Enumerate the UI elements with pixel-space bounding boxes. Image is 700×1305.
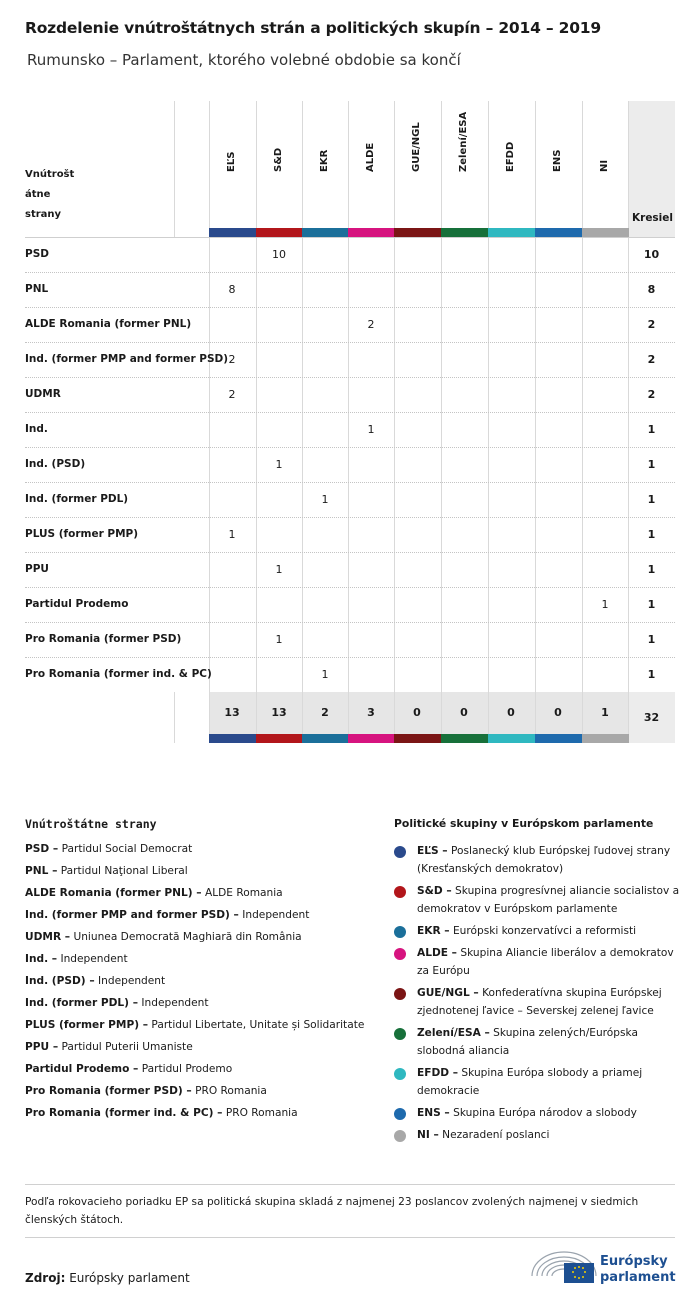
table-cell: 10 (272, 248, 286, 261)
party-legend-abbr: Ind. (former PMP and former PSD) – (25, 909, 239, 921)
table-row-label: Ind. (PSD) (25, 458, 86, 470)
divider (25, 1184, 675, 1185)
row-total-cell: 1 (647, 633, 656, 646)
group-color-bar-5 (441, 228, 488, 237)
table-row-label: Pro Romania (former ind. & PC) (25, 668, 212, 680)
column-divider (535, 101, 536, 743)
group-color-bar-bottom-3 (348, 734, 395, 743)
party-legend-name: ALDE Romania (204, 887, 283, 899)
row-total-cell: 1 (647, 458, 656, 471)
party-legend-item (25, 909, 309, 921)
group-total-cell: 0 (460, 706, 468, 719)
column-divider (582, 101, 583, 743)
column-divider (441, 101, 442, 743)
table-cell: 1 (321, 668, 329, 681)
party-header-line-3: strany (25, 209, 62, 220)
group-color-bar-7 (535, 228, 582, 237)
group-color-dot (394, 948, 406, 960)
party-legend-name: Independent (98, 975, 166, 987)
party-legend-name: Partidul Social Democrat (61, 843, 193, 855)
group-header-1: S&D (273, 147, 284, 172)
table-row-label: Ind. (former PDL) (25, 493, 129, 505)
row-total-cell: 2 (647, 388, 656, 401)
party-legend-abbr: Pro Romania (former PSD) – (25, 1085, 192, 1097)
column-divider (348, 101, 349, 743)
party-legend-name: Independent (242, 909, 310, 921)
group-header-3: ALDE (365, 142, 376, 172)
party-legend-item (25, 1041, 193, 1053)
row-separator (25, 552, 675, 553)
column-divider (256, 101, 257, 743)
row-total-cell: 2 (647, 353, 656, 366)
group-header-5: Zelení/ESA (458, 111, 469, 172)
group-legend-item (417, 1104, 682, 1122)
group-legend-item (417, 1024, 682, 1060)
group-legend-abbr: ALDE – (417, 947, 457, 959)
column-divider (302, 101, 303, 743)
row-total-cell: 1 (647, 563, 656, 576)
group-color-bar-bottom-7 (535, 734, 582, 743)
group-color-bar-bottom-8 (582, 734, 629, 743)
legend-groups-title: Politické skupiny v Európskom parlamente (394, 817, 654, 830)
column-divider (209, 101, 210, 743)
group-color-dot (394, 1130, 406, 1142)
group-color-dot (394, 1068, 406, 1080)
party-legend-abbr: PNL – (25, 865, 58, 877)
group-color-bar-bottom-2 (302, 734, 349, 743)
party-legend-name: Partidul Naţional Liberal (60, 865, 188, 877)
row-separator (25, 412, 675, 413)
party-legend-abbr: PPU – (25, 1041, 59, 1053)
table-cell: 1 (275, 633, 283, 646)
party-legend-name: Independent (60, 953, 128, 965)
column-divider (628, 101, 629, 743)
party-legend-abbr: Ind. – (25, 953, 58, 965)
page-subtitle: Rumunsko – Parlament, ktorého volebné obdobie sa končí (27, 51, 461, 69)
party-legend-abbr: PSD – (25, 843, 59, 855)
group-legend-name: Konfederatívna skupina Európskej zjednotenej ľavice – Severskej zelenej ľavice (417, 987, 662, 1017)
group-legend-abbr: EKR – (417, 925, 450, 937)
row-total-cell: 2 (647, 318, 656, 331)
footnote: Podľa rokovacieho poriadku EP sa politická skupina skladá z najmenej 23 poslancov zvolených najmenej v siedmich členských štátoch. (25, 1196, 639, 1226)
group-header-0: EĽS (226, 151, 237, 172)
party-legend-abbr: Ind. (PSD) – (25, 975, 95, 987)
group-legend-abbr: EFDD – (417, 1067, 459, 1079)
table-cell: 2 (228, 388, 236, 401)
row-total-cell: 1 (647, 528, 656, 541)
group-color-bar-3 (348, 228, 395, 237)
group-color-dot (394, 846, 406, 858)
party-legend-item (25, 1085, 267, 1097)
party-legend-name: PRO Romania (225, 1107, 298, 1119)
table-cell: 1 (275, 458, 283, 471)
group-legend-abbr: EĽS – (417, 845, 448, 857)
group-color-bar-0 (209, 228, 256, 237)
party-legend-abbr: ALDE Romania (former PNL) – (25, 887, 202, 899)
party-legend-name: Partidul Libertate, Unitate și Solidaritate (151, 1019, 365, 1031)
group-header-2: EKR (319, 149, 330, 172)
group-color-bar-bottom-4 (394, 734, 441, 743)
table-cell: 1 (367, 423, 375, 436)
party-legend-name: Partidul Prodemo (141, 1063, 233, 1075)
legend-parties-title: Vnútroštátne strany (25, 817, 157, 831)
table-row-label: Pro Romania (former PSD) (25, 633, 182, 645)
group-legend-abbr: ENS – (417, 1107, 450, 1119)
group-color-dot (394, 1028, 406, 1040)
table-row-label: Partidul Prodemo (25, 598, 129, 610)
party-legend-abbr: Pro Romania (former ind. & PC) – (25, 1107, 223, 1119)
party-legend-name: Independent (141, 997, 209, 1009)
group-color-bar-bottom-6 (488, 734, 535, 743)
group-legend-abbr: Zelení/ESA – (417, 1027, 490, 1039)
table-row-label: PLUS (former PMP) (25, 528, 139, 540)
group-total-cell: 0 (413, 706, 421, 719)
row-separator (25, 517, 675, 518)
party-legend-abbr: UDMR – (25, 931, 71, 943)
party-column-header (25, 165, 85, 225)
party-legend-abbr: Ind. (former PDL) – (25, 997, 139, 1009)
source-value: Európsky parlament (69, 1271, 190, 1285)
source-line (25, 1271, 190, 1285)
group-total-cell: 0 (507, 706, 515, 719)
column-divider (488, 101, 489, 743)
group-color-bar-bottom-0 (209, 734, 256, 743)
party-legend-name: PRO Romania (195, 1085, 267, 1097)
group-total-cell: 0 (554, 706, 562, 719)
table-cell: 2 (367, 318, 375, 331)
table-row-label: Ind. (former PMP and former PSD) (25, 353, 229, 365)
table-row-label: PNL (25, 283, 49, 295)
table-cell: 1 (228, 528, 236, 541)
row-separator (25, 482, 675, 483)
group-color-dot (394, 988, 406, 1000)
party-legend-name: Partidul Puterii Umaniste (61, 1041, 193, 1053)
logo-wordmark (600, 1254, 676, 1286)
row-total-cell: 1 (647, 493, 656, 506)
row-separator (25, 622, 675, 623)
divider (25, 1237, 675, 1238)
table-cell: 2 (228, 353, 236, 366)
party-header-line-1: Vnútrošt (25, 169, 75, 180)
group-total-cell: 2 (321, 706, 329, 719)
table-row-label: PSD (25, 248, 49, 260)
logo-line-2: parlament (600, 1270, 676, 1285)
group-legend-item (417, 1064, 682, 1100)
party-legend-item (25, 1063, 232, 1075)
group-header-7: ENS (552, 149, 563, 172)
row-separator (25, 272, 675, 273)
group-legend-item (417, 842, 682, 878)
row-separator (25, 307, 675, 308)
group-total-cell: 1 (601, 706, 609, 719)
row-total-cell: 1 (647, 668, 656, 681)
group-color-dot (394, 1108, 406, 1120)
group-color-bar-bottom-1 (256, 734, 303, 743)
group-color-bar-8 (582, 228, 629, 237)
table-cell: 1 (601, 598, 609, 611)
row-separator (25, 587, 675, 588)
party-legend-item (25, 975, 165, 987)
group-legend-name: Skupina Aliancie liberálov a demokratov za Európu (417, 947, 674, 977)
table-row-label: Ind. (25, 423, 48, 435)
party-legend-item (25, 1019, 364, 1031)
group-color-bar-2 (302, 228, 349, 237)
group-legend-item (417, 1126, 682, 1144)
group-legend-item (417, 922, 682, 940)
party-legend-item (25, 931, 302, 943)
row-total-cell: 1 (647, 423, 656, 436)
table-cell: 8 (228, 283, 236, 296)
page-title: Rozdelenie vnútroštátnych strán a politických skupín – 2014 – 2019 (25, 19, 601, 37)
row-separator (25, 657, 675, 658)
group-total-cell: 13 (271, 706, 287, 719)
group-color-bar-bottom-5 (441, 734, 488, 743)
grand-total-cell: 32 (643, 711, 660, 724)
party-legend-item (25, 843, 192, 855)
row-total-cell: 8 (647, 283, 656, 296)
party-legend-item (25, 887, 283, 899)
party-legend-name: Uniunea Democrată Maghiară din România (73, 931, 302, 943)
group-header-4: GUE/NGL (411, 122, 422, 172)
row-separator (25, 237, 675, 238)
table-row-label: ALDE Romania (former PNL) (25, 318, 192, 330)
group-color-bar-4 (394, 228, 441, 237)
source-label: Zdroj: (25, 1271, 66, 1285)
party-header-line-2: átne (25, 189, 51, 200)
group-color-bar-6 (488, 228, 535, 237)
group-legend-abbr: GUE/NGL – (417, 987, 479, 999)
group-header-6: EFDD (505, 141, 516, 172)
group-total-cell: 3 (367, 706, 375, 719)
party-legend-item (25, 953, 128, 965)
group-legend-name: Skupina zelených/Európska slobodná aliancia (417, 1027, 638, 1057)
group-legend-name: Poslanecký klub Európskej ľudovej strany (Kresťanských demokratov) (417, 845, 671, 875)
row-total-cell: 1 (647, 598, 656, 611)
column-divider (174, 692, 175, 743)
seats-column-header: Kresiel (632, 212, 674, 224)
table-row-label: PPU (25, 563, 49, 575)
party-legend-item (25, 1107, 298, 1119)
table-cell: 1 (321, 493, 329, 506)
group-legend-name: Európski konzervatívci a reformisti (452, 925, 637, 937)
column-divider (394, 101, 395, 743)
row-separator (25, 342, 675, 343)
group-total-cell: 13 (224, 706, 240, 719)
group-legend-item (417, 944, 682, 980)
group-legend-abbr: S&D – (417, 885, 452, 897)
group-header-8: NI (599, 159, 610, 172)
party-legend-item (25, 997, 209, 1009)
group-legend-name: Nezaradení poslanci (442, 1129, 550, 1141)
column-divider (174, 101, 175, 237)
row-total-cell: 10 (643, 248, 660, 261)
table-cell: 1 (275, 563, 283, 576)
group-color-dot (394, 926, 406, 938)
group-color-dot (394, 886, 406, 898)
party-legend-item (25, 865, 188, 877)
group-legend-name: Skupina Európa národov a slobody (453, 1107, 637, 1119)
group-legend-name: Skupina Európa slobody a priamej demokracie (417, 1067, 643, 1097)
row-separator (25, 447, 675, 448)
row-separator (25, 377, 675, 378)
group-color-bar-1 (256, 228, 303, 237)
group-legend-abbr: NI – (417, 1129, 439, 1141)
group-legend-item (417, 984, 682, 1020)
group-legend-name: Skupina progresívnej aliancie socialistov a demokratov v Európskom parlamente (417, 885, 680, 915)
group-legend-item (417, 882, 682, 918)
party-legend-abbr: PLUS (former PMP) – (25, 1019, 149, 1031)
party-legend-abbr: Partidul Prodemo – (25, 1063, 139, 1075)
table-row-label: UDMR (25, 388, 61, 400)
logo-line-1: Európsky (600, 1254, 668, 1269)
